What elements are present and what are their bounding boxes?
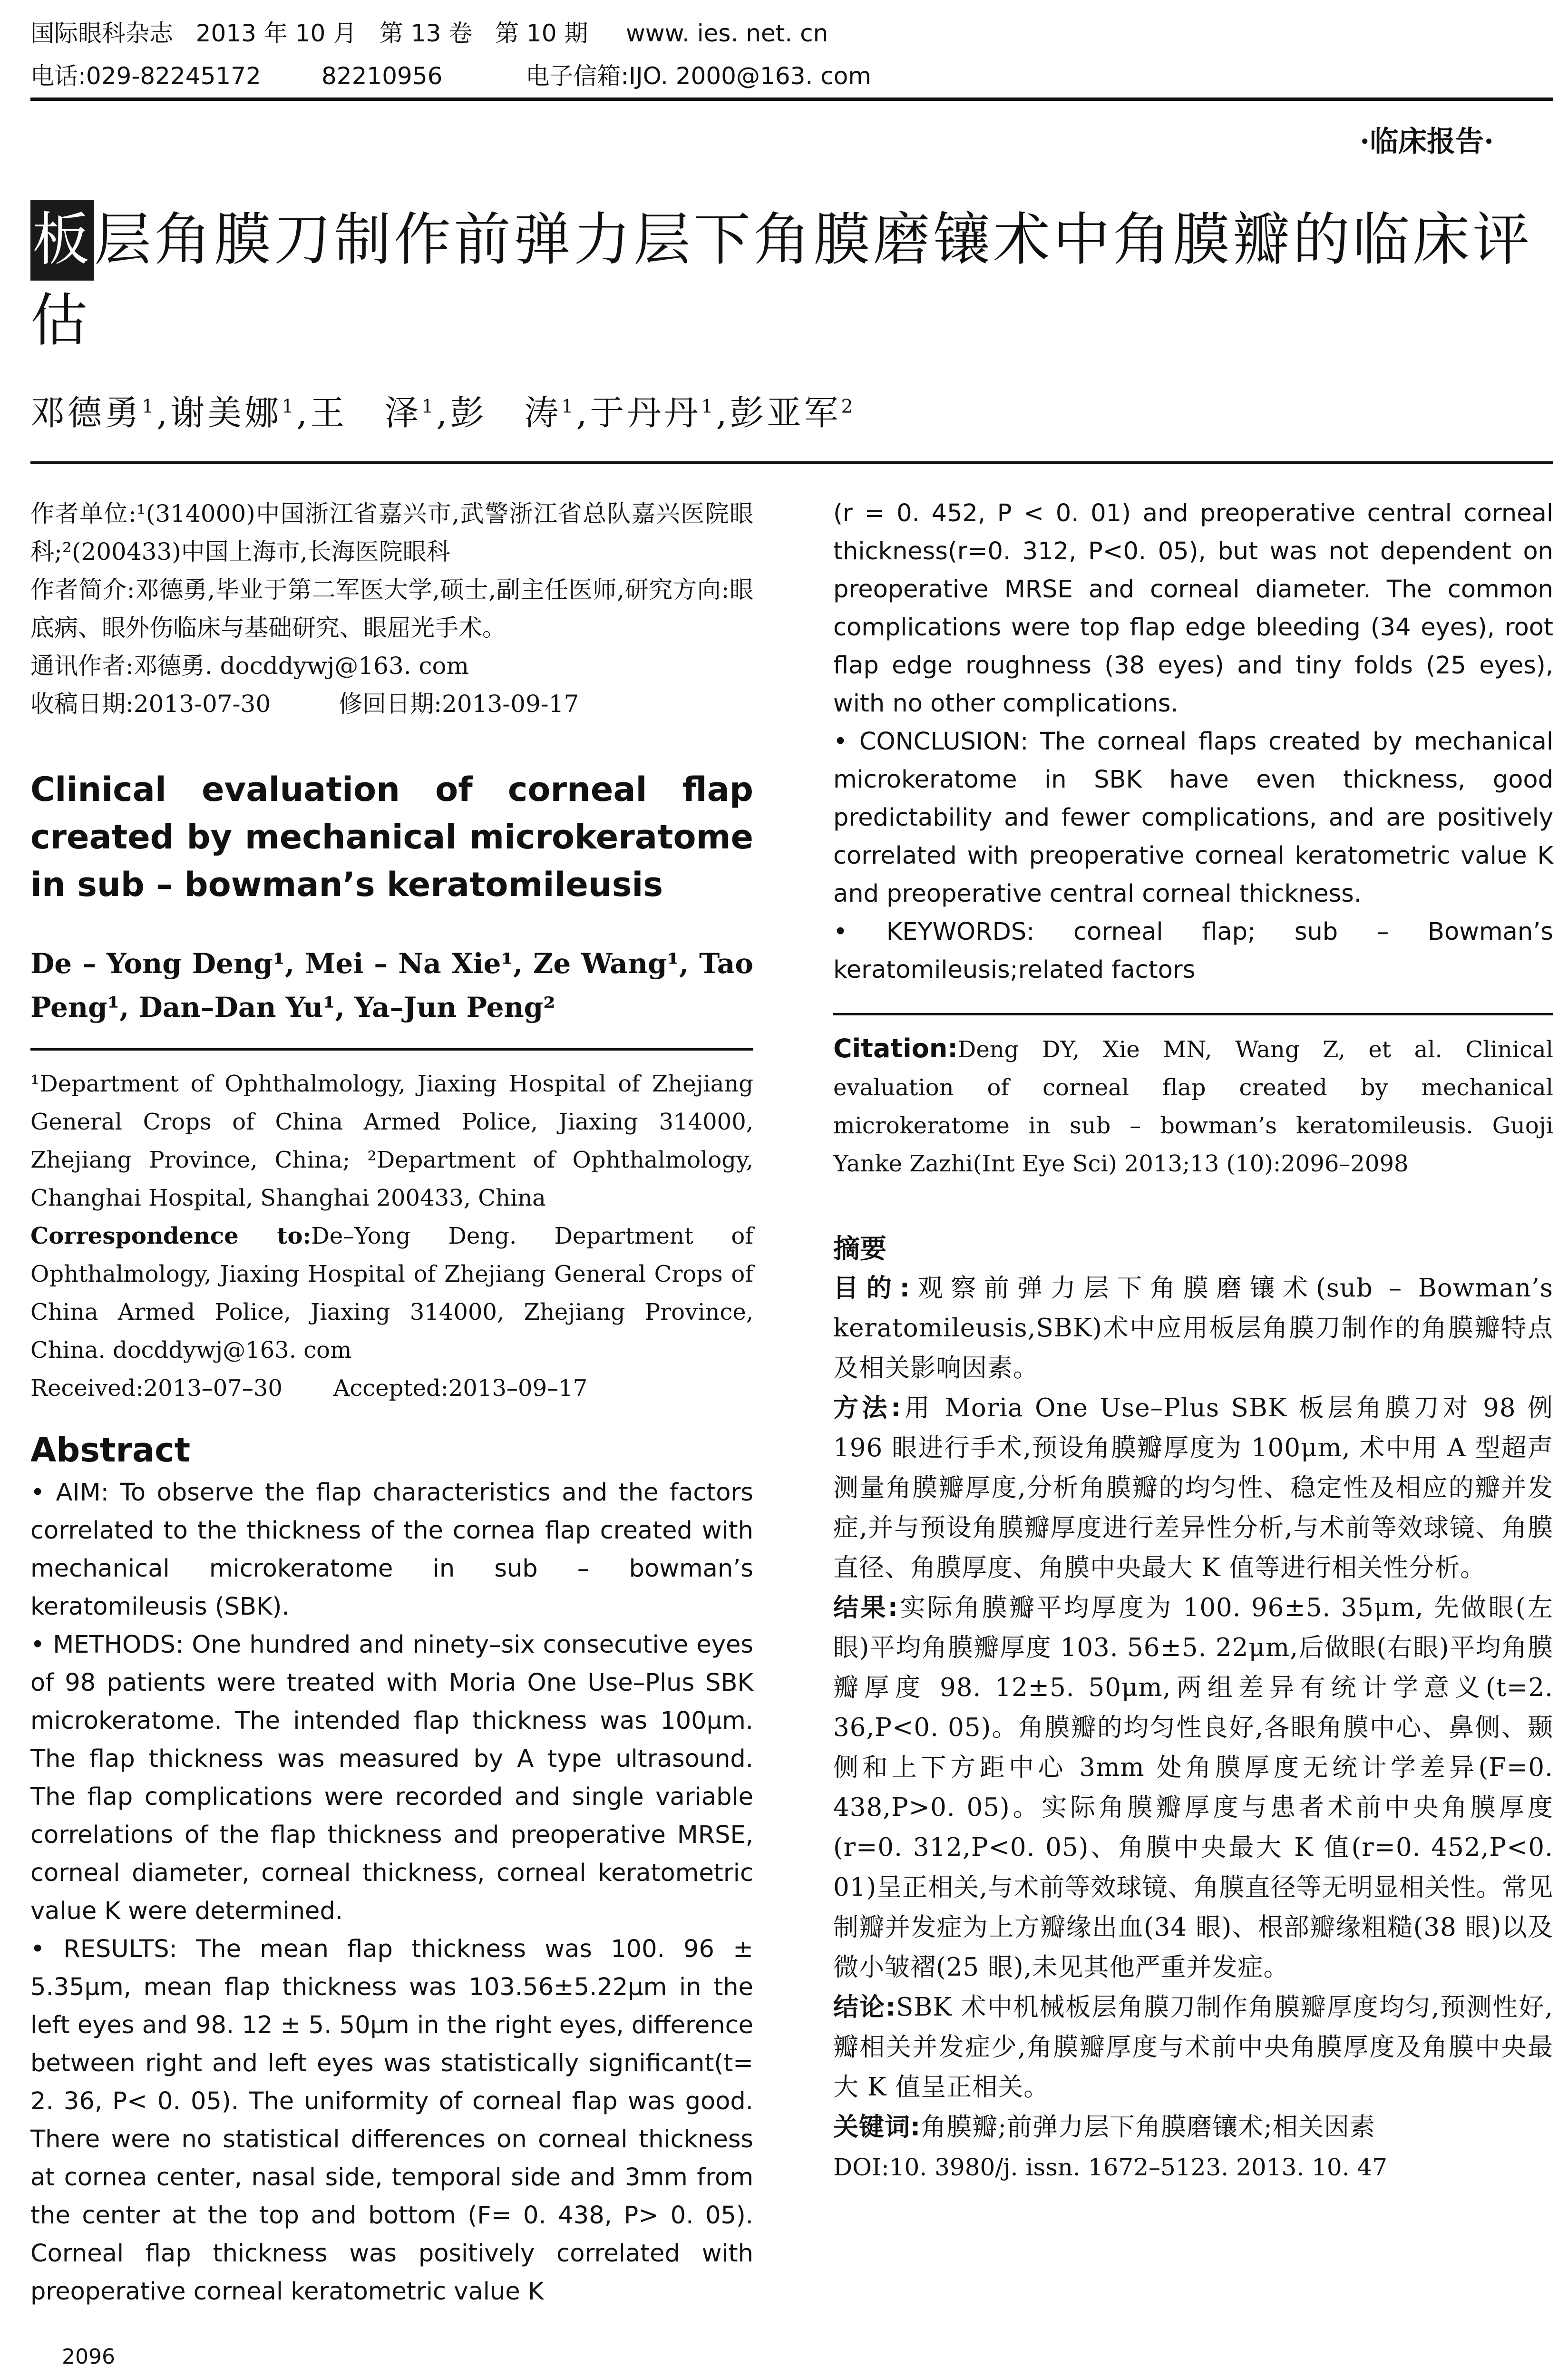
dates-cn: 收稿日期:2013-07-30 修回日期:2013-09-17: [30, 690, 579, 718]
abstract-results-continued: (r = 0. 452, P < 0. 01) and preoperative central corneal thickness(r=0. 312, P<0. 05), but was not dependent on preoperative MRSE and corneal diameter. The common complications were top flap edge bleeding (34 eyes), root flap edge roughness (38 eyes) and tiny folds (25 eyes), with no other complications.: [833, 499, 1553, 718]
correspondence-en: [30, 1217, 753, 1369]
cn-methods-label: 方法:: [833, 1393, 902, 1422]
abstract-aim: • AIM: To observe the flap characteristics and the factors correlated to the thickness of the cornea flap created with mechanical microkeratome in sub – bowman’s keratomileusis (SBK).: [30, 1479, 753, 1621]
abstract-keywords: • KEYWORDS: corneal flap; sub – Bowman’s keratomileusis;related factors: [833, 918, 1553, 984]
cn-keywords-label: 关键词:: [833, 2113, 921, 2142]
author-cn-5: 于丹丹: [590, 393, 701, 433]
cn-results-text: 实际角膜瓣平均厚度为 100. 96±5. 35μm, 先做眼(左眼)平均角膜瓣厚度 103. 56±5. 22μm,后做眼(右眼)平均角膜瓣厚度 98. 12±5. 50μm,两组差异有统计学意义(t=2. 36,P<0. 05)。角膜瓣的均匀性良好,各眼角膜中心、鼻侧、颞侧和上下方距中心 3mm 处角膜厚度无统计学差异(F=0. 438,P>0. 05)。实际角膜瓣厚度与患者术前中央角膜厚度(r=0. 312,P<0. 05)、角膜中央最大 K 值(r=0. 452,P<0. 01)呈正相关,与术前等效球镜、角膜直径等无明显相关性。常见制瓣并发症为上方瓣缘出血(34 眼)、根部瓣缘粗糙(38 眼)以及微小皱褶(25 眼),未见其他严重并发症。: [833, 1593, 1553, 1982]
cn-keywords-text: 角膜瓣;前弹力层下角膜磨镶术;相关因素: [921, 2113, 1375, 2142]
author-cn-4-sup: 1: [561, 396, 576, 418]
article-title-cn: [30, 200, 1543, 361]
cn-abstract-heading: 摘要: [833, 1234, 886, 1265]
citation-text: Deng DY, Xie MN, Wang Z, et al. Clinical evaluation of corneal flap created by mechanical microkeratome in sub – bowman’s keratomileusis. Guoji Yanke Zazhi(Int Eye Sci) 2013;13 (10):2096–2098: [833, 1036, 1553, 1177]
citation: [833, 1030, 1553, 1183]
cn-methods-text: 用 Moria One Use–Plus SBK 板层角膜刀对 98 例 196 眼进行手术,预设角膜瓣厚度为 100μm, 术中用 A 型超声测量角膜瓣厚度,分析角膜瓣的均匀性、稳定性及相应的瓣并发症,并与预设角膜瓣厚度进行差异性分析,与术前等效球镜、角膜直径、角膜厚度、角膜中央最大 K 值等进行相关性分析。: [833, 1393, 1553, 1582]
author-cn-2-sup: 1: [282, 396, 297, 418]
correspondence-label: Correspondence to:: [30, 1223, 312, 1249]
authors-cn: 邓德勇$^1$,谢美娜$^1$,王 泽$^1$,彭 涛$^1$,于丹丹$^1$,彭亚军$^2$: [30, 393, 856, 433]
author-cn-5-sup: 1: [701, 396, 716, 418]
title-rule: [30, 461, 1553, 464]
cn-conclusion-text: SBK 术中机械板层角膜刀制作角膜瓣厚度均匀,预测性好,瓣相关并发症少,角膜瓣厚度与术前中央角膜厚度及角膜中央最大 K 值呈正相关。: [833, 1993, 1553, 2102]
citation-label: Citation:: [833, 1033, 958, 1063]
journal-header-line2: 电话:029-82245172 82210956 电子信箱:IJO. 2000@163. com: [30, 62, 871, 90]
citation-rule: [833, 1013, 1553, 1015]
abstract-conclusion: • CONCLUSION: The corneal flaps created by mechanical microkeratome in SBK have even thickness, good predictability and fewer complications, and are positively correlated with preoperative corneal keratometric value K and preoperative central corneal thickness.: [833, 728, 1553, 908]
header-rule: [30, 97, 1553, 101]
author-cn-3: 王 泽: [310, 393, 422, 433]
cn-conclusion-label: 结论:: [833, 1993, 896, 2022]
received-accepted: Received:2013–07–30 Accepted:2013–09–17: [30, 1375, 588, 1402]
cn-abstract-results: [833, 1588, 1553, 1987]
title-first-char: 板: [30, 200, 94, 281]
abstract-heading: Abstract: [30, 1431, 191, 1470]
doi: DOI:10. 3980/j. issn. 1672–5123. 2013. 10. 47: [833, 2153, 1388, 2181]
author-cn-2: 谢美娜: [170, 393, 282, 433]
page-number: 2096: [62, 2345, 115, 2369]
article-title-en: Clinical evaluation of corneal flap created by mechanical microkeratome in sub – bowman’s keratomileusis: [30, 770, 753, 904]
cn-aim-label: 目的:: [833, 1274, 910, 1303]
left-column: [30, 495, 753, 2311]
author-cn-1-sup: 1: [142, 396, 157, 418]
correspondence-text: De–Yong Deng. Department of Ophthalmology, Jiaxing Hospital of Zhejiang General Crops of China Armed Police, Jiaxing 314000, Zhejiang Province, China. docddywj@163. com: [30, 1223, 754, 1364]
author-cn-1: 邓德勇: [30, 393, 142, 433]
author-cn-6: 彭亚军: [730, 393, 841, 433]
right-column: [833, 495, 1553, 2187]
cn-abstract-methods: [833, 1388, 1553, 1588]
cn-aim-text: 观察前弹力层下角膜磨镶术(sub – Bowman’s keratomileusis,SBK)术中应用板层角膜刀制作的角膜瓣特点及相关影响因素。: [833, 1274, 1553, 1383]
author-cn-3-sup: 1: [421, 396, 437, 418]
cn-results-label: 结果:: [833, 1593, 898, 1622]
affiliation-rule: [30, 1048, 753, 1051]
cn-abstract-keywords: [833, 2107, 1553, 2147]
corresponding-author-cn: 通讯作者:邓德勇. docddywj@163. com: [30, 652, 469, 680]
abstract-methods: • METHODS: One hundred and ninety–six consecutive eyes of 98 patients were treated with Moria One Use–Plus SBK microkeratome. The intended flap thickness was 100μm. The flap thickness was measured by A type ultrasound. The flap complications were recorded and single variable correlations of the flap thickness and preoperative MRSE, corneal diameter, corneal thickness, corneal keratometric value K were determined.: [30, 1631, 753, 1925]
author-unit: 作者单位:¹(314000)中国浙江省嘉兴市,武警浙江省总队嘉兴医院眼科;²(200433)中国上海市,长海医院眼科: [30, 500, 753, 565]
section-label: ·临床报告·: [1360, 125, 1494, 158]
title-rest: 层角膜刀制作前弹力层下角膜磨镶术中角膜瓣的临床评估: [30, 207, 1532, 354]
author-bio: 作者简介:邓德勇,毕业于第二军医大学,硕士,副主任医师,研究方向:眼底病、眼外伤临床与基础研究、眼屈光手术。: [30, 576, 753, 642]
cn-abstract-conclusion: [833, 1987, 1553, 2107]
author-cn-6-sup: 2: [841, 396, 856, 418]
abstract-results: • RESULTS: The mean flap thickness was 100. 96 ± 5.35μm, mean flap thickness was 103.56±5.22μm in the left eyes and 98. 12 ± 5. 50μm in the right eyes, difference between right and left eyes was statistically significant(t= 2. 36, P< 0. 05). The uniformity of corneal flap was good. There were no statistical differences on corneal thickness at cornea center, nasal side, temporal side and 3mm from the center at the top and bottom (F= 0. 438, P> 0. 05). Corneal flap thickness was positively correlated with preoperative corneal keratometric value K: [30, 1935, 753, 2306]
authors-en: De – Yong Deng¹, Mei – Na Xie¹, Ze Wang¹, Tao Peng¹, Dan–Dan Yu¹, Ya–Jun Peng²: [30, 947, 753, 1023]
cn-abstract-aim: [833, 1268, 1553, 1388]
author-cn-4: 彭 涛: [450, 393, 562, 433]
journal-header-line1: 国际眼科杂志 2013 年 10 月 第 13 卷 第 10 期 www. ies. net. cn: [30, 19, 828, 47]
affiliation-en: ¹Department of Ophthalmology, Jiaxing Hospital of Zhejiang General Crops of China Armed Police, Jiaxing 314000, Zhejiang Province, China; ²Department of Ophthalmology, Changhai Hospital, Shanghai 200433, China: [30, 1071, 753, 1211]
